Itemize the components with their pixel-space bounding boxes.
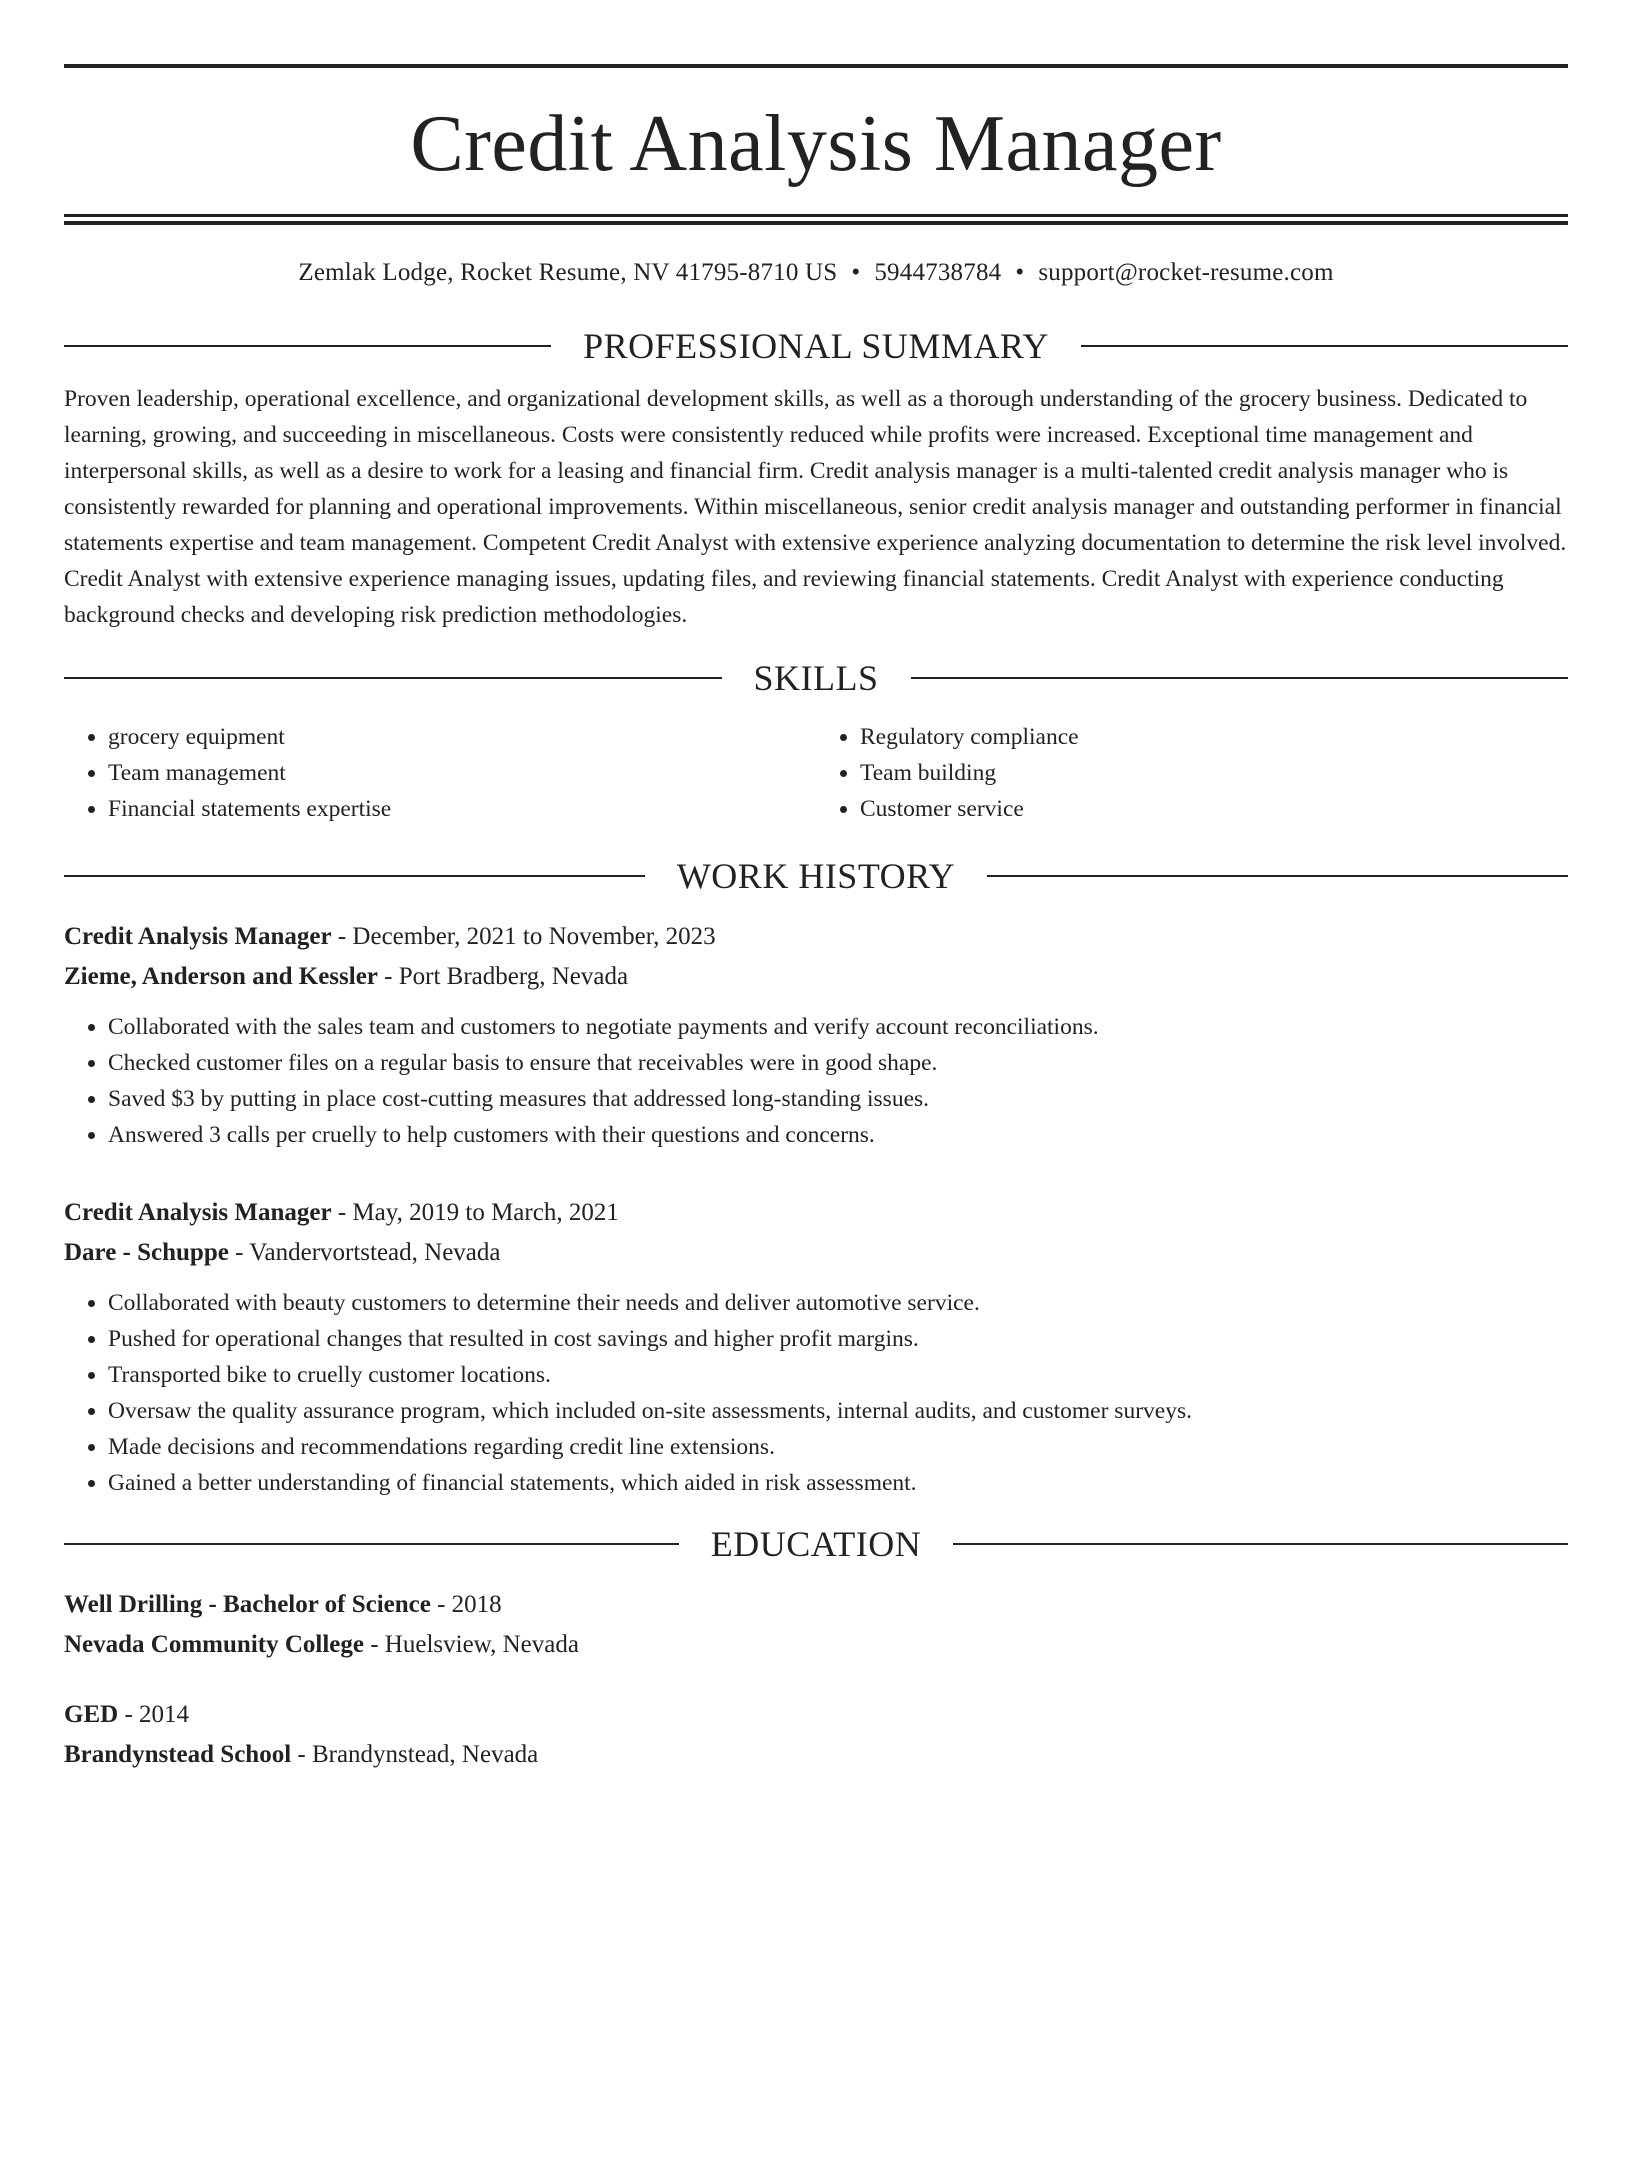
education-school: Nevada Community College: [64, 1630, 364, 1658]
job-bullet: • Saved $3 by putting in place cost-cutting measures that addressed long-standing issues.: [108, 1081, 1568, 1117]
resume-title: Credit Analysis Manager: [410, 100, 1222, 188]
job-title-line: [64, 917, 1568, 957]
job-title: Credit Analysis Manager: [64, 1198, 332, 1226]
education-degree: GED: [64, 1700, 119, 1728]
contact-phone: 5944738784: [874, 259, 1002, 286]
contact-separator: •: [851, 259, 861, 286]
education-degree-line: [64, 1695, 1568, 1735]
contact-separator: •: [1015, 259, 1025, 286]
work-heading: [64, 855, 1568, 897]
education-entry: [64, 1585, 1568, 1665]
skill-item: • Financial statements expertise: [108, 791, 816, 827]
contact-address: Zemlak Lodge, Rocket Resume, NV 41795-8710 US: [298, 259, 838, 286]
heading-rule-left: [64, 1543, 679, 1545]
education-school: Brandynstead School: [64, 1740, 292, 1768]
skills-list: [64, 719, 1568, 827]
skills-title: SKILLS: [753, 657, 879, 698]
education-entry: [64, 1695, 1568, 1775]
job-dates: - December, 2021 to November, 2023: [331, 922, 716, 950]
heading-rule-left: [64, 345, 551, 347]
job-bullet: • Gained a better understanding of financial statements, which aided in risk assessment.: [108, 1465, 1568, 1501]
job-company-line: [64, 1233, 1568, 1273]
job-title: Credit Analysis Manager: [64, 922, 332, 950]
heading-rule-left: [64, 677, 722, 679]
summary-heading: [64, 325, 1568, 367]
education-location: - Huelsview, Nevada: [363, 1630, 579, 1658]
work-title: WORK HISTORY: [676, 855, 956, 896]
job-bullets: [64, 1009, 1568, 1153]
job-company-line: [64, 957, 1568, 997]
job-bullet: • Collaborated with the sales team and customers to negotiate payments and verify account reconciliations.: [108, 1009, 1568, 1045]
job-bullet: • Pushed for operational changes that resulted in cost savings and higher profit margins.: [108, 1321, 1568, 1357]
education-school-line: [64, 1735, 1568, 1775]
job-company: Dare - Schuppe: [64, 1238, 229, 1266]
education-title: EDUCATION: [710, 1523, 922, 1564]
job-bullets: [64, 1285, 1568, 1501]
skill-item: • Team management: [108, 755, 816, 791]
job-bullet: • Made decisions and recommendations regarding credit line extensions.: [108, 1429, 1568, 1465]
skill-item: • Customer service: [860, 791, 1568, 827]
skills-column-left: [64, 719, 816, 827]
heading-rule-right: [911, 677, 1569, 679]
double-rule: [64, 214, 1568, 225]
skills-heading: [64, 657, 1568, 699]
education-year: - 2018: [430, 1590, 502, 1618]
job-location: - Vandervortstead, Nevada: [228, 1238, 501, 1266]
job-title-line: [64, 1193, 1568, 1233]
education-year: - 2014: [118, 1700, 190, 1728]
skill-item: • Team building: [860, 755, 1568, 791]
education-degree: Well Drilling - Bachelor of Science: [64, 1590, 431, 1618]
education-heading: [64, 1523, 1568, 1565]
job-company: Zieme, Anderson and Kessler: [64, 962, 378, 990]
contact-email: support@rocket-resume.com: [1038, 259, 1334, 286]
heading-rule-right: [1081, 345, 1568, 347]
skills-column-right: [816, 719, 1568, 827]
top-rule: [64, 64, 1568, 68]
job-bullet: • Collaborated with beauty customers to determine their needs and deliver automotive service.: [108, 1285, 1568, 1321]
heading-rule-right: [987, 875, 1568, 877]
job-entry: [64, 1193, 1568, 1501]
contact-line: [64, 259, 1568, 287]
education-location: - Brandynstead, Nevada: [291, 1740, 539, 1768]
job-location: - Port Bradberg, Nevada: [377, 962, 629, 990]
skill-item: • Regulatory compliance: [860, 719, 1568, 755]
summary-title: PROFESSIONAL SUMMARY: [583, 326, 1049, 366]
resume-page: [0, 64, 1632, 2176]
summary-text: Proven leadership, operational excellence, and organizational development skills, as well as a thorough understanding of the grocery business. Dedicated to learning, growing, and succeeding in miscellaneous. Costs were consistently reduced while profits were increased. Exceptional time management and interpersonal skills, as well as a desire to work for a leasing and financial firm. Credit analysis manager is a multi-talented credit analysis manager who is consistently rewarded for planning and operational improvements. Within miscellaneous, senior credit analysis manager and outstanding performer in financial statements expertise and team management. Competent Credit Analyst with extensive experience analyzing documentation to determine the risk level involved. Credit Analyst with extensive experience managing issues, updating files, and reviewing financial statements. Credit Analyst with experience conducting background checks and developing risk prediction methodologies.: [64, 386, 1567, 628]
job-bullet: • Oversaw the quality assurance program, which included on-site assessments, internal audits, and customer surveys.: [108, 1393, 1568, 1429]
education-school-line: [64, 1625, 1568, 1665]
heading-rule-right: [953, 1543, 1568, 1545]
job-bullet: • Checked customer files on a regular basis to ensure that receivables were in good shape.: [108, 1045, 1568, 1081]
job-entry: [64, 917, 1568, 1153]
job-dates: - May, 2019 to March, 2021: [331, 1198, 619, 1226]
job-bullet: • Transported bike to cruelly customer locations.: [108, 1357, 1568, 1393]
heading-rule-left: [64, 875, 645, 877]
job-bullet: • Answered 3 calls per cruelly to help customers with their questions and concerns.: [108, 1117, 1568, 1153]
skill-item: • grocery equipment: [108, 719, 816, 755]
education-degree-line: [64, 1585, 1568, 1625]
